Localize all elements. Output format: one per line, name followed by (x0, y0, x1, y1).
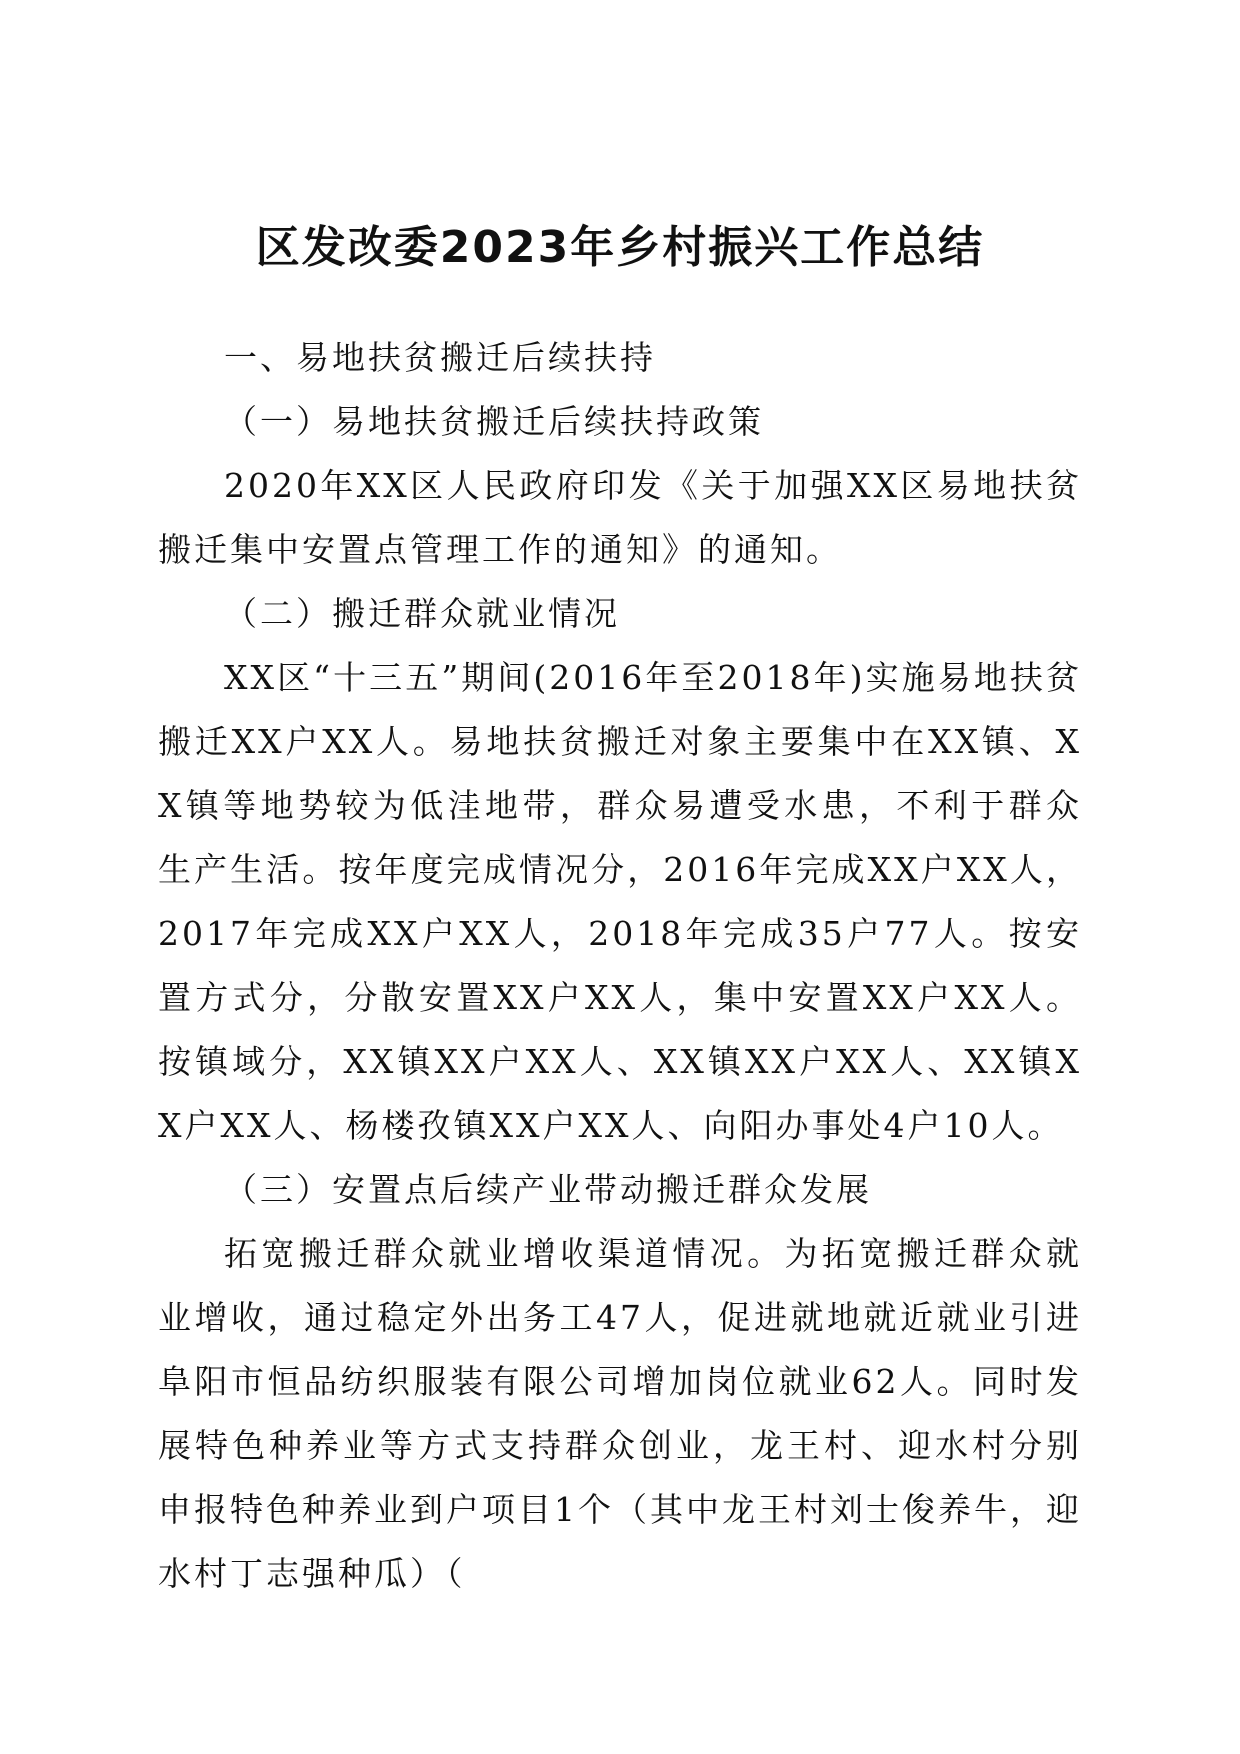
subsection-heading-2: （二）搬迁群众就业情况 (224, 594, 620, 633)
page-title: 区发改委2023年乡村振兴工作总结 (255, 222, 985, 273)
paragraph-1: 2020年XX区人民政府印发《关于加强XX区易地扶贫搬迁集中安置点管理工作的通知》的通知。 (158, 466, 1082, 569)
paragraph-2: XX区“十三五”期间(2016年至2018年)实施易地扶贫搬迁XX户XX人。易地扶贫搬迁对象主要集中在XX镇、XX镇等地势较为低洼地带，群众易遭受水患，不利于群众生产生活。按年度完成情况分，2016年完成XX户XX人，2017年完成XX户XX人，2018年完成35户77人。按安置方式分，分散安置XX户XX人，集中安置XX户XX人。按镇域分，XX镇XX户XX人、XX镇XX户XX人、XX镇XX户XX人、杨楼孜镇XX户XX人、向阳办事处4户10人。 (158, 658, 1082, 1145)
document-body (158, 326, 1082, 1606)
paragraph-3: 拓宽搬迁群众就业增收渠道情况。为拓宽搬迁群众就业增收，通过稳定外出务工47人，促进就地就近就业引进阜阳市恒品纺织服装有限公司增加岗位就业62人。同时发展特色种养业等方式支持群众创业，龙王村、迎水村分别申报特色种养业到户项目1个（其中龙王村刘士俊养牛，迎水村丁志强种瓜）（ (158, 1234, 1082, 1593)
subsection-heading-3: （三）安置点后续产业带动搬迁群众发展 (224, 1170, 872, 1209)
section-heading-1: 一、易地扶贫搬迁后续扶持 (224, 338, 656, 377)
subsection-heading-1: （一）易地扶贫搬迁后续扶持政策 (224, 402, 764, 441)
